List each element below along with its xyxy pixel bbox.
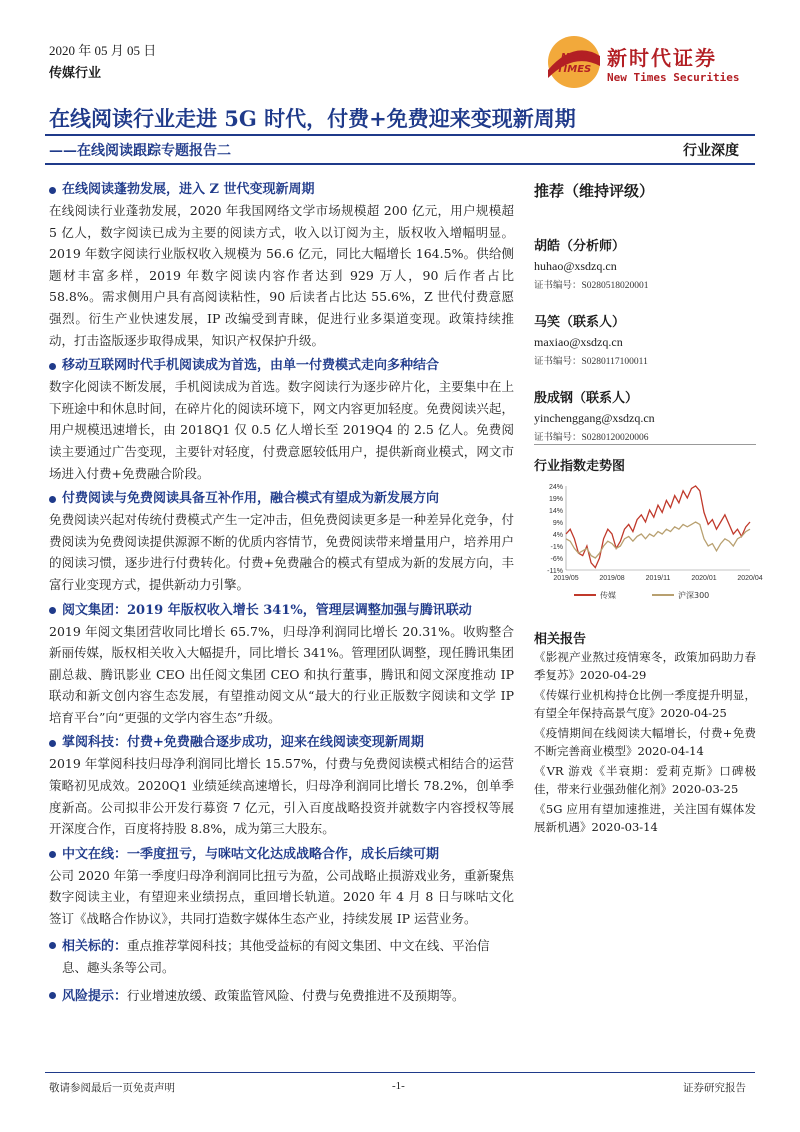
section-body: 公司 2020 年第一季度归母净利润同比扭亏为盈，公司战略止损游戏业务，重新聚焦数字阅读主业，有望迎来业绩拐点，重回增长轨道。2020 年 4 月 8 日与咪咕文化签订《战略合作协议》，共同打造数字媒体生态产业，持续发展 IP 运营业务。	[49, 867, 514, 927]
y-tick-label: -6%	[550, 556, 563, 563]
bullet-icon	[49, 607, 56, 614]
sidebar-column	[534, 180, 756, 443]
section-heading-text: 阅文集团：2019 年版权收入增长 341%，管理层调整加强与腾讯联动	[62, 602, 472, 618]
summary-column	[49, 180, 514, 1013]
bullet-icon	[49, 740, 56, 747]
report-subtitle: ——在线阅读跟踪专题报告二	[49, 143, 231, 159]
section-body: 2019 年阅文集团营收同比增长 65.7%，归母净利润同比增长 20.31%。收购整合新丽传媒，版权相关收入大幅提升，同比增长 341%。管理团队调整，现任腾讯集团副总裁、腾讯影业 CEO 出任阅文集团 CEO 和执行董事，腾讯和阅文深度推动 IP 联动和新文创内容生态发展，有望推动阅文从“最大的行业正版数字阅读和文学 IP 培育平台”向“更强的文学内容生态”升级。	[49, 623, 514, 725]
y-tick-label: 9%	[552, 520, 563, 527]
section-heading	[49, 601, 514, 621]
section-body: 在线阅读行业蓬勃发展，2020 年我国网络文学市场规模超 200 亿元，用户规模超 5 亿人，数字阅读已成为主要的阅读方式，收入以订阅为主，版权收入增幅明显。2019 年数字阅读行业版权收入规模为 56.6 亿元，同比大幅增长 164.5%。供给侧题材丰富多样，2019 年数字阅读内容作者达到 929 万人，90 后作者占比 58.8%。需求侧用户具有高阅读粘性，90 后读者占比达 55.6%，Z 世代付费意愿强烈。衍生产业快速发展，IP 改编受到青睐，促进行业多渠道变现。政策持续推动，打击盗版逐步取得成果，知识产权保护升级。	[49, 203, 514, 348]
series-line-csi300	[566, 522, 750, 558]
analyst-card	[534, 311, 756, 367]
related-report-item[interactable]: 《传媒行业机构持仓比例一季度提升明显，有望全年保持高景气度》2020-04-25	[534, 688, 756, 720]
summary-section	[49, 601, 514, 729]
related-reports-title: 相关报告	[534, 632, 587, 647]
analyst-name: 马笑（联系人）	[534, 315, 626, 330]
report-type: 行业深度	[683, 143, 739, 159]
section-heading	[49, 489, 514, 509]
footer-divider	[45, 1072, 755, 1073]
analyst-name: 胡皓（分析师）	[534, 239, 626, 254]
bullet-icon	[49, 496, 56, 503]
section-heading	[49, 733, 514, 753]
analyst-cert: 证书编号：S0280117100011	[534, 357, 648, 367]
bullet-icon	[49, 187, 56, 194]
industry-index-chart	[534, 478, 763, 608]
summary-section	[49, 180, 514, 351]
bullet-icon	[49, 851, 56, 858]
y-tick-label: 4%	[552, 532, 563, 539]
section-heading	[49, 180, 514, 200]
footer-report-label: 证券研究报告	[683, 1082, 746, 1094]
section-body: 免费阅读兴起对传统付费模式产生一定冲击，但免费阅读更多是一种差异化竞争，付费阅读为免费阅读提供源源不断的优质内容情节，免费阅读带来增量用户，培养用户的阅读习惯，逐步进行付费转化。付费+免费融合的模式有望成为新的发展方向，丰富行业变现方式，提供新动力引擎。	[49, 512, 514, 592]
y-tick-label: 24%	[548, 484, 563, 491]
section-body: 数字化阅读不断发展，手机阅读成为首选。数字阅读行为逐步碎片化，主要集中在上下班途中和休息时间，在碎片化的阅读环境下，网文内容更加轻度。免费阅读兴起，用户规模迅速增长，由 2018Q1 仅 0.5 亿人增长至 2019Q4 的 2.5 亿人。免费阅读主要通过广告变现，主要针对轻度，付费意愿较低用户，提供新商业模式，网文市场进入付费+免费融合阶段。	[49, 379, 514, 481]
header-divider	[45, 163, 755, 165]
analyst-cert: 证书编号：S0280518020001	[534, 281, 649, 291]
related-targets	[49, 935, 514, 979]
risk-text: 行业增速放缓、政策监管风险、付费与免费推进不及预期等。	[127, 987, 465, 1003]
chart-title: 行业指数走势图	[534, 459, 626, 474]
y-tick-label: -1%	[550, 544, 563, 551]
logo-mark-bottom: TIMES	[556, 64, 592, 75]
x-tick-label: 2019/05	[553, 575, 579, 582]
summary-section	[49, 356, 514, 484]
series-line-media	[566, 486, 750, 568]
section-body: 2019 年掌阅科技归母净利润同比增长 15.57%，付费与免费阅读模式相结合的运营策略初见成效。2020Q1 业绩延续高速增长，归母净利润同比增长 78.2%，创单季度新高。公司拟非公开发行募资 7 亿元，引入百度战略投资并就数字内容授权等展开深度合作，百度将持股 8.8%，成为第三大股东。	[49, 756, 514, 837]
related-targets-text: 重点推荐掌阅科技；其他受益标的有阅文集团、中文在线、平治信息、趣头条等公司。	[62, 937, 490, 976]
section-heading-text: 付费阅读与免费阅读具备互补作用，融合模式有望成为新发展方向	[62, 491, 440, 507]
logo-text-cn: 新时代证券	[607, 46, 717, 70]
section-heading	[49, 845, 514, 865]
industry-label: 传媒行业	[49, 66, 102, 81]
analyst-email[interactable]: huhao@xsdzq.cn	[534, 259, 617, 273]
risk-label: 风险提示：	[62, 988, 128, 1004]
y-tick-label: 14%	[548, 508, 563, 515]
title-divider	[45, 134, 755, 136]
x-tick-label: 2020/01	[691, 575, 717, 582]
related-reports-list	[534, 648, 756, 838]
report-date: 2020 年 05 月 05 日	[49, 43, 157, 58]
analyst-cert: 证书编号：S0280120020006	[534, 433, 649, 443]
section-heading-text: 掌阅科技：付费+免费融合逐步成功，迎来在线阅读变现新周期	[62, 735, 424, 751]
bullet-icon	[49, 363, 56, 370]
y-tick-label: 19%	[548, 496, 563, 503]
section-heading-text: 中文在线：一季度扭亏，与咪咕文化达成战略合作，成长后续可期	[62, 846, 440, 862]
x-tick-label: 2020/04	[737, 575, 763, 582]
analyst-card	[534, 235, 756, 291]
related-report-item[interactable]: 《疫情期间在线阅读大幅增长，付费+免费不断完善商业模型》2020-04-14	[534, 726, 756, 758]
logo-text-en: New Times Securities	[607, 71, 740, 84]
footer-disclaimer: 敬请参阅最后一页免责声明	[49, 1082, 175, 1094]
analyst-name: 殷成钢（联系人）	[534, 391, 639, 406]
summary-section	[49, 845, 514, 930]
summary-section	[49, 733, 514, 839]
bullet-icon	[49, 942, 56, 949]
x-tick-label: 2019/08	[599, 575, 625, 582]
risk-warning	[49, 985, 514, 1008]
sidebar-divider	[534, 444, 756, 445]
bullet-icon	[49, 992, 56, 999]
analyst-email[interactable]: maxiao@xsdzq.cn	[534, 335, 623, 349]
rating: 推荐（维持评级）	[534, 182, 655, 200]
analyst-card	[534, 387, 756, 443]
y-tick-label: -11%	[547, 568, 563, 575]
section-heading-text: 在线阅读蓬勃发展，进入 Z 世代变现新周期	[62, 182, 315, 197]
report-title: 在线阅读行业走进 5G 时代，付费+免费迎来变现新周期	[49, 106, 576, 131]
section-heading	[49, 356, 514, 376]
related-report-item[interactable]: 《影视产业熬过疫情寒冬，政策加码助力春季复苏》2020-04-29	[534, 650, 756, 682]
logo-mark-top: NEW	[560, 52, 588, 63]
analyst-email[interactable]: yinchenggang@xsdzq.cn	[534, 411, 655, 425]
page-number: -1-	[392, 1080, 405, 1092]
related-targets-label: 相关标的：	[62, 938, 128, 954]
legend-label: 沪深300	[678, 591, 710, 600]
legend-label: 传媒	[600, 591, 616, 600]
x-tick-label: 2019/11	[645, 575, 671, 582]
related-report-item[interactable]: 《5G 应用有望加速推进，关注国有媒体发展新机遇》2020-03-14	[534, 802, 756, 834]
section-heading-text: 移动互联网时代手机阅读成为首选，由单一付费模式走向多种结合	[62, 358, 440, 374]
summary-section	[49, 489, 514, 595]
related-report-item[interactable]: 《VR 游戏《半衰期：爱莉克斯》口碑极佳，带来行业强劲催化剂》2020-03-25	[534, 764, 756, 796]
